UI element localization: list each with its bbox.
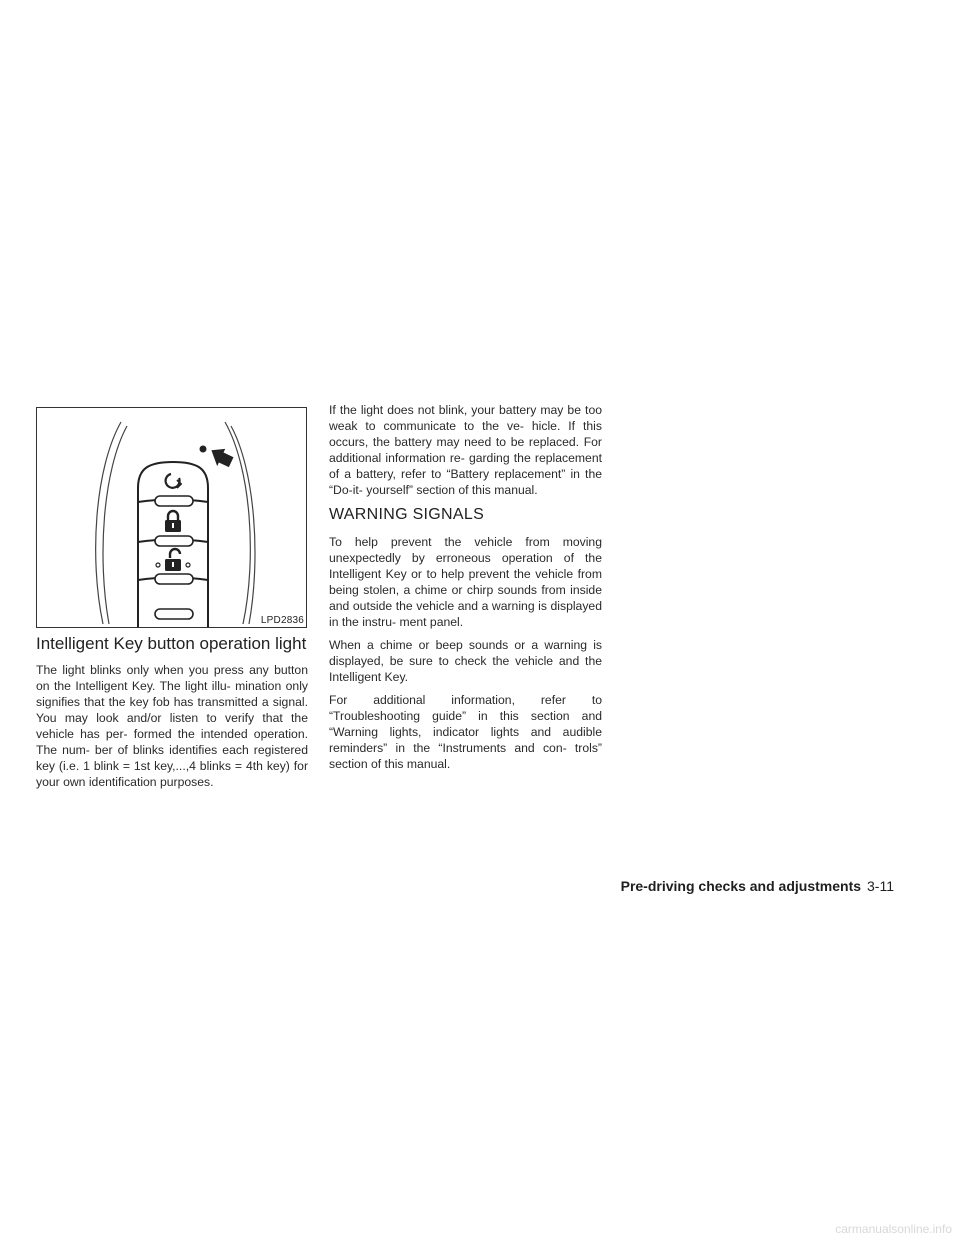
section-heading-key-light: Intelligent Key button operation light <box>36 634 307 653</box>
page-number: 3-11 <box>867 878 894 894</box>
key-fob-illustration <box>36 407 307 628</box>
paragraph-battery: If the light does not blink, your battery may be too weak to communicate to the ve- hicle. If this occurs, the battery may need to be replaced. For additional information re- garding the replacement of a battery, refer to “Battery replacement” in the “Do-it- yourself” section of this manual. <box>329 403 602 497</box>
paragraph: The light blinks only when you press any button on the Intelligent Key. The light illu- mination only signifies that the key fob has transmitted a signal. You may look and/or listen to verify that the vehicle has per- formed the intended operation. The num- ber of blinks identifies each registered key (i.e. 1 blink = 1st key,...,4 blinks = 4th key) for your own identification purposes. <box>36 663 308 789</box>
remote-start-button-pad <box>155 496 193 506</box>
figure-code: LPD2836 <box>260 615 304 626</box>
right-column <box>329 402 602 779</box>
watermark: carmanualsonline.info <box>835 1222 952 1236</box>
indicator-arrow-icon <box>206 444 235 471</box>
paragraph: To help prevent the vehicle from moving unexpectedly by erroneous operation of the Intelligent Key or to help prevent the vehicle from being stolen, a chime or chirp sounds from inside and outside the vehicle and a warning is displayed in the instru- ment panel. <box>329 535 602 629</box>
key-fob-drawing <box>37 408 307 628</box>
unlock-button-pad <box>155 574 193 584</box>
panic-button-pad <box>155 609 193 619</box>
lock-button-pad <box>155 536 193 546</box>
left-column <box>36 634 308 797</box>
indicator-light-icon <box>200 446 207 453</box>
section-heading-warning-signals: WARNING SIGNALS <box>329 506 485 523</box>
unlock-icon <box>156 549 190 571</box>
chapter-title: Pre-driving checks and adjustments <box>620 878 862 894</box>
page-footer <box>621 877 894 895</box>
paragraph: For additional information, refer to “Troubleshooting guide” in this section and “Warning lights, indicator lights and audible reminders” in the “Instruments and con- trols” section of this manual. <box>329 693 602 771</box>
paragraph: When a chime or beep sounds or a warning is displayed, be sure to check the vehicle and the Intelligent Key. <box>329 638 602 684</box>
lock-icon <box>165 511 181 532</box>
remote-start-icon <box>166 474 181 488</box>
